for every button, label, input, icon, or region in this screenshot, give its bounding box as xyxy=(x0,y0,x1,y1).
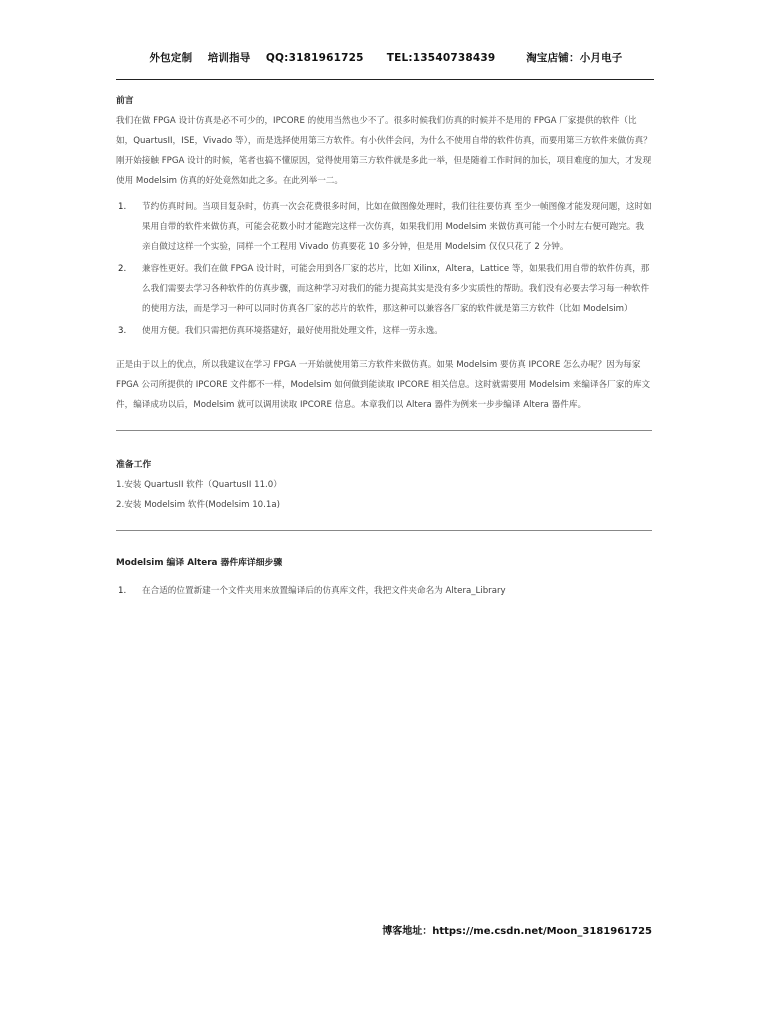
list-number: 2. xyxy=(118,264,127,274)
list-item xyxy=(116,197,652,257)
prep-line: 1.安装 QuartusII 软件（QuartusII 11.0） xyxy=(116,480,282,490)
list-item-text: 在合适的位置新建一个文件夹用来放置编译后的仿真库文件，我把文件夹命名为 Altera_Library xyxy=(142,586,506,596)
steps-heading: Modelsim 编译 Altera 器件库详细步骤 xyxy=(116,558,283,568)
blog-address: 博客地址：https://me.csdn.net/Moon_3181961725 xyxy=(382,926,652,937)
list-item-text: 使用方便。我们只需把仿真环境搭建好，最好使用批处理文件，这样一劳永逸。 xyxy=(142,326,443,336)
header-divider xyxy=(116,79,654,80)
preface-paragraph: 我们在做 FPGA 设计仿真是必不可少的，IPCORE 的使用当然也少不了。很多时候我们仿真的时候并不是用的 FPGA 厂家提供的软件（比如，QuartusII，ISE，Vivado 等），而是选择使用第三方软件。有小伙伴会问，为什么不使用自带的软件仿真，而要用第三方软件来做仿真？刚开始接触 FPGA 设计的时候，笔者也搞不懂原因，觉得使用第三方软件就是多此一举，但是随着工作时间的加长，项目难度的加大，才发现使用 Modelsim 仿真的好处竟然如此之多。在此列举一二。 xyxy=(116,116,652,186)
list-item xyxy=(116,321,652,341)
advantages-list xyxy=(116,197,652,341)
preface-heading: 前言 xyxy=(116,96,134,106)
document-body xyxy=(116,91,652,603)
section-divider xyxy=(116,430,652,431)
conclusion-paragraph: 正是由于以上的优点，所以我建议在学习 FPGA 一开始就使用第三方软件来做仿真。如果 Modelsim 要仿真 IPCORE 怎么办呢？因为每家 FPGA 公司所提供的 IPCORE 文件都不一样，Modelsim 如何做到能读取 IPCORE 相关信息。这时就需要用 Modelsim 来编译各厂家的库文件，编译成功以后，Modelsim 就可以调用读取 IPCORE 信息。本章我们以 Altera 器件为例来一步步编译 Altera 器件库。 xyxy=(116,360,651,410)
steps-list xyxy=(116,581,652,601)
list-number: 3. xyxy=(118,326,127,336)
list-item xyxy=(116,259,652,319)
list-number: 1. xyxy=(118,586,127,596)
list-item xyxy=(116,581,652,601)
list-item-text: 兼容性更好。我们在做 FPGA 设计时，可能会用到各厂家的芯片，比如 Xilinx，Altera，Lattice 等，如果我们用自带的软件仿真，那么我们需要去学习各种软件的仿真步骤，而这种学习对我们的能力提高其实是没有多少实质性的帮助。我们没有必要去学习每一种软件的使用方法，而是学习一种可以同时仿真各厂家的芯片的软件，那这种可以兼容各厂家的软件就是第三方软件（比如 Modelsim） xyxy=(142,264,650,314)
list-number: 1. xyxy=(118,202,127,212)
list-item-text: 节约仿真时间。当项目复杂时，仿真一次会花费很多时间，比如在做图像处理时，我们往往要仿真 至少一帧图像才能发现问题，这时如果用自带的软件来做仿真，可能会花数小时才能跑完这样一次仿真，如果我们用 Modelsim 来做仿真可能一个小时左右便可跑完。我亲自做过这样一个实验，同样一个工程用 Vivado 仿真要花 10 多分钟，但是用 Modelsim 仅仅只花了 2 分钟。 xyxy=(142,202,652,252)
section-divider xyxy=(116,530,652,531)
prep-line: 2.安装 Modelsim 软件(Modelsim 10.1a) xyxy=(116,500,280,510)
prep-heading: 准备工作 xyxy=(116,460,152,470)
page-header: 外包定制 培训指导 QQ:3181961725 TEL:13540738439 淘宝店铺：小月电子 xyxy=(149,52,623,64)
